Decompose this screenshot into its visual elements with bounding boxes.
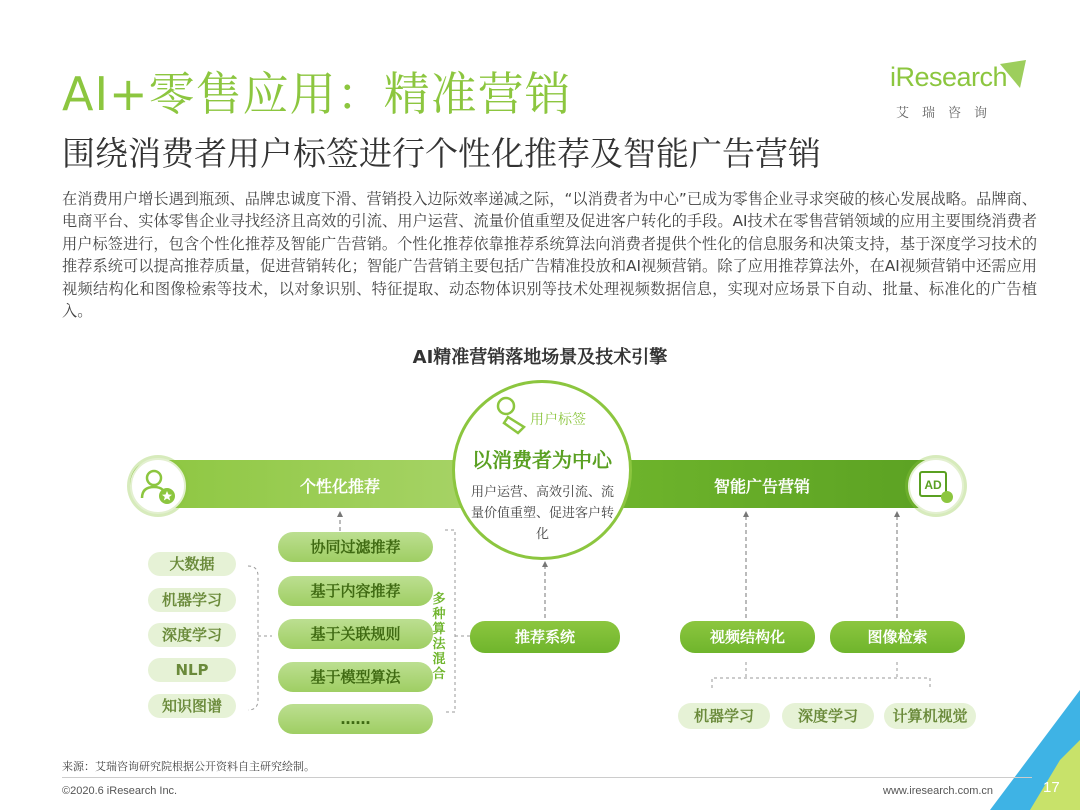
algo-pill-model: 基于模型算法 [278, 662, 433, 692]
right-tech-ml: 机器学习 [678, 703, 770, 729]
slide-subtitle: 围绕消费者用户标签进行个性化推荐及智能广告营销 [62, 134, 821, 173]
algo-mix-label: 多种算法混合 [432, 592, 446, 682]
logo-wordmark: iResearch [890, 62, 1008, 92]
algo-pill-content: 基于内容推荐 [278, 576, 433, 606]
logo-cn-name: 艾瑞咨询 [896, 106, 1001, 121]
site-url: www.iresearch.com.cn [883, 785, 994, 797]
video-struct-pill: 视频结构化 [680, 621, 815, 653]
left-tech-bracket [248, 566, 258, 710]
consumer-center-desc: 用户运营、高效引流、流量价值重塑、促进客户转化 [470, 485, 614, 542]
tech-pill-dl: 深度学习 [148, 623, 236, 647]
tech-pill-bigdata: 大数据 [148, 552, 236, 576]
tech-pill-ml: 机器学习 [148, 588, 236, 612]
tech-pill-nlp: NLP [148, 658, 236, 682]
personalized-recommend-label: 个性化推荐 [300, 477, 381, 496]
algo-pill-more: …… [278, 704, 433, 734]
copyright: ©2020.6 iResearch Inc. [62, 785, 178, 797]
rec-system-pill: 推荐系统 [470, 621, 620, 653]
right-tech-bracket [712, 678, 930, 688]
consumer-center-title: 以消费者为中心 [472, 448, 612, 472]
right-tech-dl: 深度学习 [782, 703, 874, 729]
right-tech-cv: 计算机视觉 [884, 703, 976, 729]
user-tag-icon [490, 393, 532, 435]
algo-pill-cf: 协同过滤推荐 [278, 532, 433, 562]
image-search-pill: 图像检索 [830, 621, 965, 653]
diagram-title: AI精准营销落地场景及技术引擎 [412, 347, 668, 368]
user-tag-label: 用户标签 [530, 412, 586, 428]
svg-text:AD: AD [924, 478, 942, 492]
user-star-icon [130, 458, 186, 514]
source-note: 来源：艾瑞咨询研究院根据公开资料自主研究绘制。 [62, 760, 315, 773]
ad-icon [908, 458, 964, 514]
algo-pill-assoc: 基于关联规则 [278, 619, 433, 649]
slide-title: AI+零售应用：精准营销 [62, 67, 572, 121]
tech-pill-kg: 知识图谱 [148, 694, 236, 718]
body-paragraph: 在消费用户增长遇到瓶颈、品牌忠诚度下滑、营销投入边际效率递减之际，“以消费者为中心”已成为零售企业寻求突破的核心发展战略。品牌商、电商平台、实体零售企业寻找经济且高效的引流、用户运营、流量价值重塑及促进客户转化的手段。AI技术在零售营销领域的应用主要围绕消费者用户标签进行，包含个性化推荐及智能广告营销。个性化推荐依靠推荐系统算法向消费者提供个性化的信息服务和决策支持，基于深度学习技术的推荐系统可以提高推荐质量，促进营销转化；智能广告营销主要包括广告精准投放和AI视频营销。除了应用推荐算法外，在AI视频营销中还需应用视频结构化和图像检索等技术，以对象识别、特征提取、动态物体识别等技术处理视频数据信息，实现对应场景下自动、批量、标准化的广告植入。 [62, 190, 1037, 321]
footer-divider [62, 777, 1032, 778]
smart-ad-marketing-label: 智能广告营销 [714, 477, 811, 496]
page-number: 17 [1043, 779, 1060, 796]
